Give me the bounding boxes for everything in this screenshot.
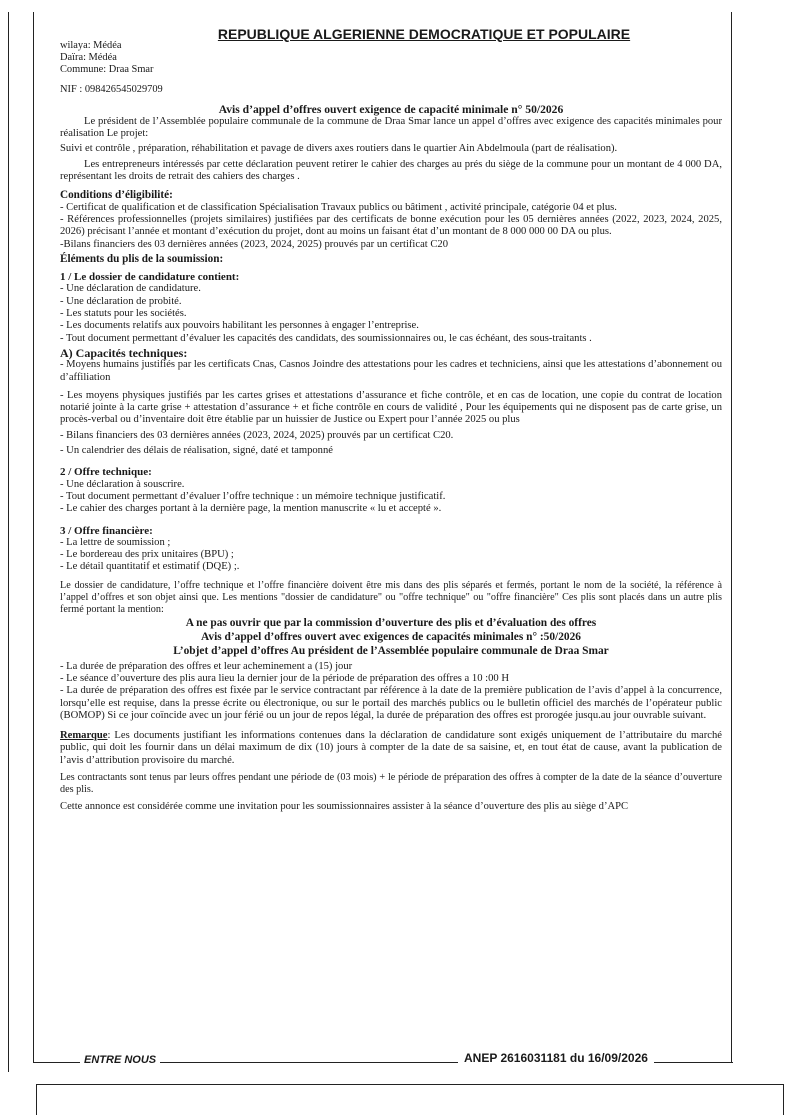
offre-financiere-item: - Le détail quantitatif et estimatif (DQE) ;. xyxy=(60,561,240,573)
retrait-paragraph: Les entrepreneurs intéressés par cette déclaration peuvent retirer le cahier des charges au prés du siège de la commune pour un montant de 4 000 DA, représentant les droits de retrait des cahiers des charges . xyxy=(60,158,722,183)
dossier-item: - Tout document permettant d’évaluer les capacités des candidats, des soumissionnaires ou, le cas échéant, des sous-traitants . xyxy=(60,332,592,344)
capacites-item: - Les moyens physiques justifiés par les cartes grises et attestations d’assurance et fiche contrôle, et en cas de location, une copie du contrat de location notarié jointe à la carte grise + attestation d’assurance + et fiche contrôle en cours de validité , Pour les équipements qui ne disposent pas de carte grise, un procès-verbal ou d’inventaire doit être établie par un huissier de Justice ou Expert pour l’année 2025 ou plus xyxy=(60,389,722,426)
announcement-body xyxy=(60,28,722,813)
delai-item: - Le séance d’ouverture des plis aura lieu la dernier jour de la période de préparation des offres a 10 :00 H xyxy=(60,672,509,684)
capacites-item: - Un calendrier des délais de réalisation, signé, daté et tamponné xyxy=(60,445,333,457)
offre-technique-title: 2 / Offre technique: xyxy=(60,466,152,479)
republic-header: REPUBLIQUE ALGERIENNE DEMOCRATIQUE ET POPULAIRE xyxy=(217,26,631,42)
engagement-paragraph: Les contractants sont tenus par leurs offres pendant une période de (03 mois) + le période de préparation des offres à compter de la date de la séance d’ouverture des plis. xyxy=(60,772,722,796)
offre-financiere-title: 3 / Offre financière: xyxy=(60,524,153,537)
remarque-label: Remarque xyxy=(60,730,108,742)
footer-source: ENTRE NOUS xyxy=(80,1054,160,1066)
offre-technique-item: - Une déclaration à souscrire. xyxy=(60,478,185,490)
dossier-item: - Une déclaration de candidature. xyxy=(60,283,201,295)
conditions-item: -Bilans financiers des 03 dernières années (2023, 2024, 2025) prouvés par un certificat C20 xyxy=(60,238,449,250)
footer-anep-reference: ANEP 2616031181 du 16/09/2026 xyxy=(458,1051,654,1065)
column-divider xyxy=(8,12,9,1072)
dossier-item: - Les documents relatifs aux pouvoirs habilitant les personnes à engager l’entreprise. xyxy=(60,320,419,332)
capacites-title: A) Capacités techniques: xyxy=(60,345,188,360)
next-announcement-frame xyxy=(36,1084,784,1115)
invitation-paragraph: Cette annonce est considérée comme une invitation pour les soumissionnaires assister à la séance d’ouverture des plis au siège d’APC xyxy=(60,801,629,813)
wilaya-line: wilaya: Médéa xyxy=(60,40,122,52)
mention-line: A ne pas ouvrir que par la commission d’ouverture des plis et d’évaluation des offres xyxy=(185,616,597,629)
plis-paragraph: Le dossier de candidature, l’offre technique et l’offre financière doivent être mis dans des plis séparés et fermés, portant le nom de la société, la référence à l’appel d’offres et son objet ainsi que. Les mentions "dossier de candidature" ou "offre technique" ou "offre financière" Ces plis sont placés dans un autre plis fermé portant la mention: xyxy=(60,579,722,615)
commune-line: Commune: Draa Smar xyxy=(60,64,154,76)
elements-title: Éléments du plis de la soumission: xyxy=(60,252,224,265)
conditions-item: - Certificat de qualification et de classification Spécialisation Travaux publics ou bâtiment , activité principale, catégorie 04 et plus. xyxy=(60,201,617,213)
dossier-title: 1 / Le dossier de candidature contient: xyxy=(60,271,240,284)
offre-technique-item: - Tout document permettant d’évaluer l’offre technique : un mémoire technique justificatif. xyxy=(60,490,446,502)
remarque-text: : Les documents justifiant les informations contenues dans la déclaration de candidature sont exigés uniquement de l’attributaire du marché public, qui doit les fournir dans un délai maximum de dix (10) jours à compter de la date de sa saisine, et, en tout état de cause, avant la publication de l’avis d’attribution provisoire du marché. xyxy=(60,730,722,766)
intro-paragraph: Le président de l’Assemblée populaire communale de la commune de Draa Smar lance un appel d’offres avec exigence des capacités minimales pour réalisation Le projet: xyxy=(60,115,722,140)
mention-line: L’objet d’appel d’offres Au président de l’Assemblée populaire communale de Draa Smar xyxy=(173,644,609,657)
dossier-item: - Les statuts pour les sociétés. xyxy=(60,308,187,320)
conditions-item: - Références professionnelles (projets similaires) justifiées par des certificats de bonne exécution pour les 05 dernières années (2022, 2023, 2024, 2025, 2026) précisant l’année et montant d’exécution du projet, dont au moins un faisant état d’un montant de 8 000 000 00 DA ou plus. xyxy=(60,213,722,238)
project-line: Suivi et contrôle , préparation, réhabilitation et pavage de divers axes routiers dans le quartier Ain Abdelmoula (part de réalisation). xyxy=(60,143,618,155)
dossier-item: - Une déclaration de probité. xyxy=(60,295,182,307)
mention-line: Avis d’appel d’offres ouvert avec exigences de capacités minimales n° :50/2026 xyxy=(201,630,581,643)
offre-technique-item: - Le cahier des charges portant à la dernière page, la mention manuscrite « lu et accepté ». xyxy=(60,503,442,515)
daira-line: Daïra: Médéa xyxy=(60,52,117,64)
capacites-item: - Bilans financiers des 03 dernières années (2023, 2024, 2025) prouvés par un certificat C20. xyxy=(60,429,454,441)
offre-financiere-item: - Le bordereau des prix unitaires (BPU) ; xyxy=(60,549,234,561)
admin-block xyxy=(60,40,722,76)
delai-item: - La durée de préparation des offres est fixée par le service contractant par référence à la date de la première publication de l’avis d’appel à la concurrence, lorsqu’elle est requise, dans la presse écrite ou électronique, ou sur le portail des marchés publics ou le bulletin officiel des marchés de l’opérateur public (BOMOP) Si ce jour coïncide avec un jour férié ou un jour de repos légal, la durée de préparation des offres est prorogée jusqu.au jour ouvrable suivant. xyxy=(60,685,722,721)
nif-line: NIF : 098426545029709 xyxy=(60,84,163,96)
capacites-item: - Moyens humains justifiés par les certificats Cnas, Casnos Joindre des attestations pour les cadres et techniciens, ainsi que les attestations d’abonnement ou d’affiliation xyxy=(60,359,722,383)
remarque-paragraph xyxy=(60,730,722,767)
offre-financiere-item: - La lettre de soumission ; xyxy=(60,536,171,548)
delai-item: - La durée de préparation des offres et leur acheminement a (15) jour xyxy=(60,660,353,672)
conditions-title: Conditions d’éligibilité: xyxy=(60,189,173,202)
avis-title: Avis d’appel d’offres ouvert exigence de capacité minimale n° 50/2026 xyxy=(218,102,564,116)
